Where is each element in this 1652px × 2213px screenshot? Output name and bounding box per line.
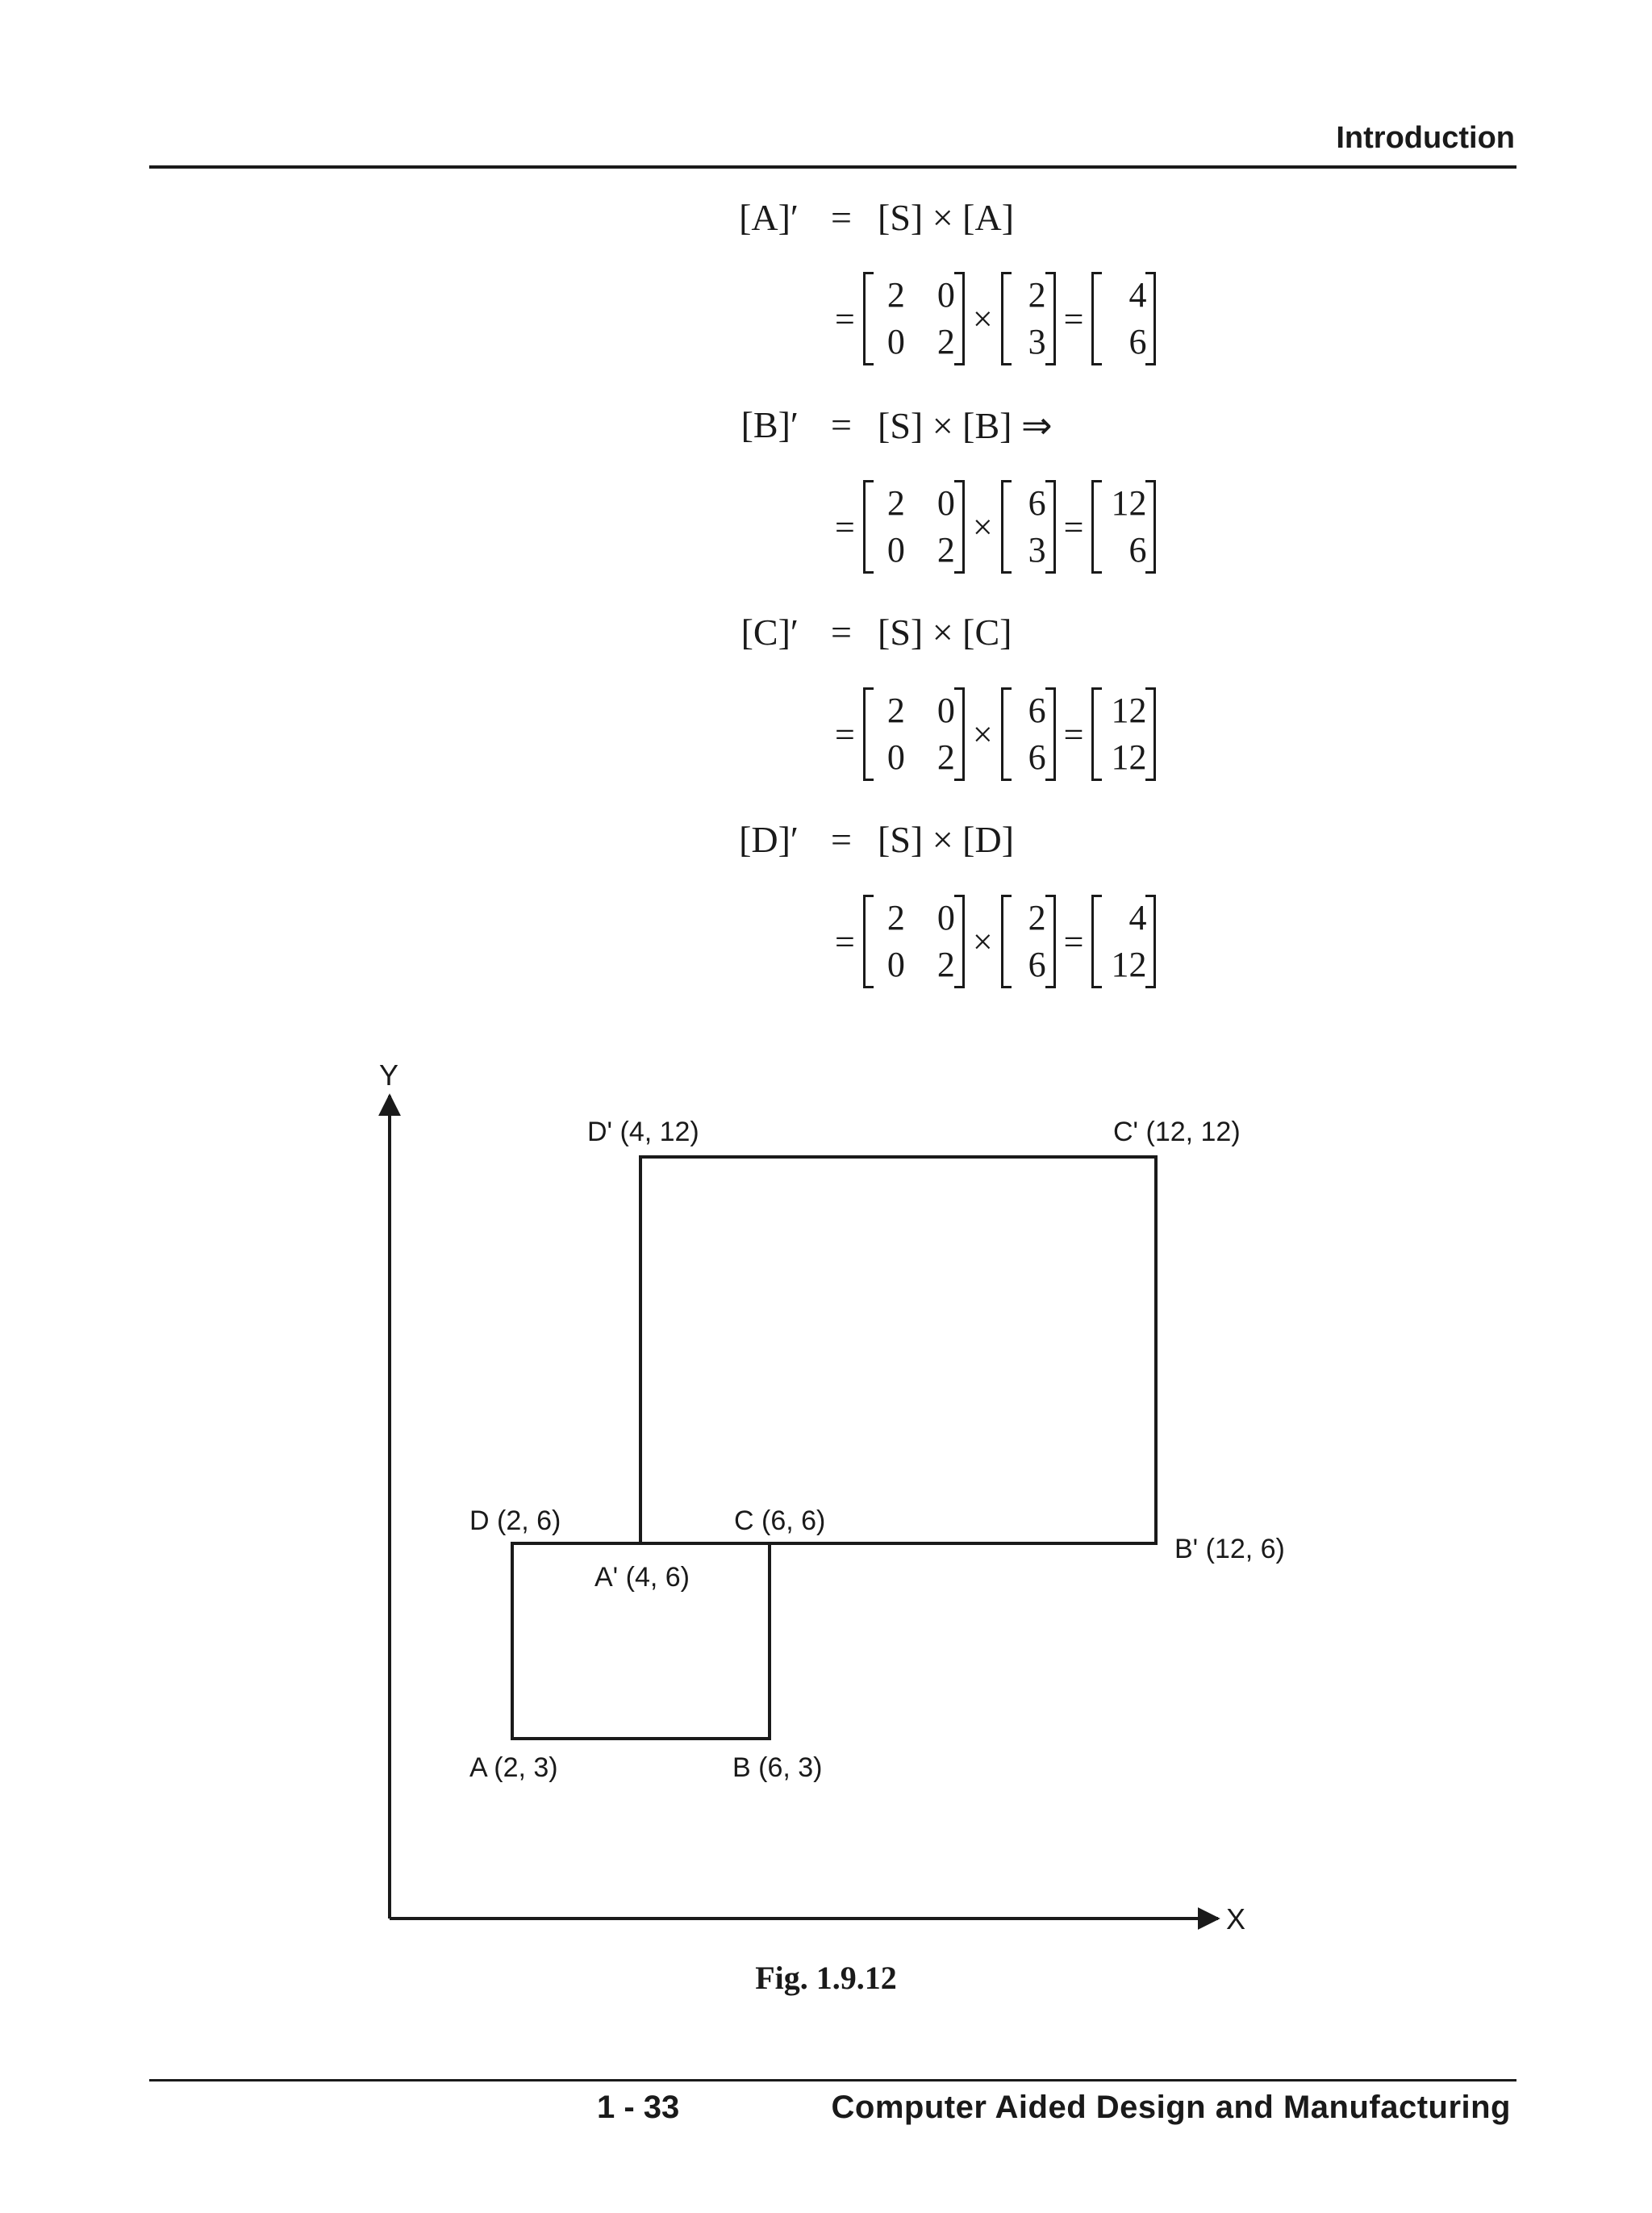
y-axis-label: Y bbox=[379, 1058, 399, 1092]
equals-sign: = bbox=[835, 299, 855, 339]
times-sign: × bbox=[972, 507, 993, 547]
equation-lhs: [D]′ bbox=[739, 819, 799, 860]
matrix-cell: 0 bbox=[937, 898, 955, 937]
point-label-c-prime: C' (12, 12) bbox=[1113, 1117, 1241, 1147]
equation-lhs: [A]′ bbox=[739, 197, 799, 238]
matrix-cell: 2 bbox=[937, 530, 955, 570]
point-label-d-prime: D' (4, 12) bbox=[587, 1117, 699, 1147]
equation-lhs: [C]′ bbox=[740, 612, 799, 653]
matrix-cell: 0 bbox=[886, 322, 905, 361]
section-title: Introduction bbox=[1336, 121, 1515, 155]
matrix-cell: 3 bbox=[1028, 530, 1046, 570]
matrix-cell: 2 bbox=[886, 483, 905, 523]
equals-sign: = bbox=[1063, 714, 1084, 754]
equals-sign: = bbox=[1063, 921, 1084, 962]
matrix-cell: 4 bbox=[1128, 898, 1147, 937]
matrix-cell: 2 bbox=[937, 737, 955, 777]
equals-sign: = bbox=[1063, 507, 1084, 547]
matrix-cell: 0 bbox=[886, 530, 905, 570]
matrix-cell: 12 bbox=[1111, 691, 1147, 730]
matrix-cell: 2 bbox=[937, 322, 955, 361]
matrix-cell: 4 bbox=[1128, 275, 1147, 315]
matrix-cell: 12 bbox=[1111, 483, 1147, 523]
equation-rhs: [S] × [A] bbox=[878, 197, 1015, 238]
equals-sign: = bbox=[831, 819, 852, 860]
matrix-cell: 2 bbox=[886, 275, 905, 315]
matrix-cell: 3 bbox=[1028, 322, 1046, 361]
matrix-cell: 2 bbox=[1028, 898, 1046, 937]
matrix-cell: 2 bbox=[1028, 275, 1046, 315]
matrix-cell: 6 bbox=[1028, 691, 1046, 730]
equation-rhs: [S] × [B] ⇒ bbox=[878, 405, 1053, 446]
matrix-cell: 6 bbox=[1128, 530, 1147, 570]
equals-sign: = bbox=[835, 921, 855, 962]
matrix-cell: 0 bbox=[937, 483, 955, 523]
equals-sign: = bbox=[835, 714, 855, 754]
point-label-b: B (6, 3) bbox=[732, 1752, 823, 1783]
equals-sign: = bbox=[831, 197, 852, 238]
matrix-cell: 0 bbox=[886, 945, 905, 984]
scaled-rectangle bbox=[640, 1157, 1156, 1543]
times-sign: × bbox=[972, 921, 993, 962]
point-label-d: D (2, 6) bbox=[469, 1505, 561, 1536]
book-title: Computer Aided Design and Manufacturing bbox=[831, 2090, 1511, 2125]
matrix-cell: 0 bbox=[937, 691, 955, 730]
matrix-cell: 2 bbox=[886, 898, 905, 937]
times-sign: × bbox=[972, 299, 993, 339]
equals-sign: = bbox=[831, 404, 852, 445]
equals-sign: = bbox=[835, 507, 855, 547]
footer-rule bbox=[149, 2079, 1516, 2081]
matrix-cell: 6 bbox=[1028, 737, 1046, 777]
x-axis-label: X bbox=[1226, 1902, 1246, 1935]
matrix-cell: 6 bbox=[1028, 483, 1046, 523]
equals-sign: = bbox=[831, 612, 852, 653]
figure-caption: Fig. 1.9.12 bbox=[755, 1960, 897, 1996]
point-label-a: A (2, 3) bbox=[469, 1752, 558, 1783]
point-label-a-prime: A' (4, 6) bbox=[594, 1562, 690, 1593]
equation-rhs: [S] × [C] bbox=[878, 612, 1012, 653]
equation-lhs: [B]′ bbox=[740, 404, 799, 445]
matrix-cell: 2 bbox=[937, 945, 955, 984]
page-number: 1 - 33 bbox=[597, 2090, 680, 2125]
matrix-cell: 12 bbox=[1111, 945, 1147, 984]
matrix-cell: 6 bbox=[1028, 945, 1046, 984]
matrix-cell: 12 bbox=[1111, 737, 1147, 777]
equals-sign: = bbox=[1063, 299, 1084, 339]
matrix-cell: 6 bbox=[1128, 322, 1147, 361]
matrix-cell: 2 bbox=[886, 691, 905, 730]
matrix-cell: 0 bbox=[937, 275, 955, 315]
point-label-b-prime: B' (12, 6) bbox=[1174, 1534, 1285, 1564]
times-sign: × bbox=[972, 714, 993, 754]
point-label-c: C (6, 6) bbox=[734, 1505, 826, 1536]
matrix-cell: 0 bbox=[886, 737, 905, 777]
equation-rhs: [S] × [D] bbox=[878, 819, 1015, 860]
